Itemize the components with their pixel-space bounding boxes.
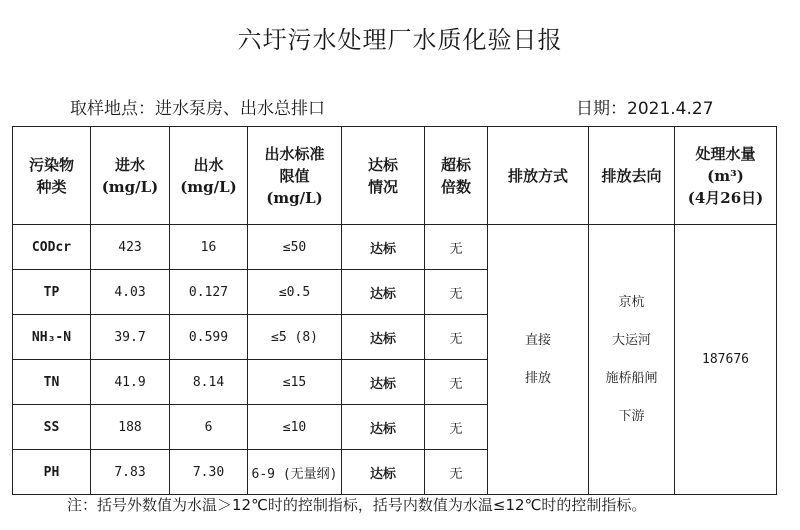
discharge-method-cell: [488, 225, 589, 495]
header-effluent-standard: [248, 127, 342, 225]
effluent-cell: 8.14: [170, 360, 248, 405]
pollutant-cell: TN: [13, 360, 91, 405]
header-standard-line1: 出水标准: [264, 144, 325, 163]
influent-cell: 4.03: [91, 270, 170, 315]
header-volume-line2: (m³): [707, 166, 744, 185]
status-cell: 达标: [342, 315, 425, 360]
effluent-cell: 16: [170, 225, 248, 270]
standard-cell: ≤0.5: [248, 270, 342, 315]
influent-cell: 7.83: [91, 450, 170, 495]
destination-line1: 京杭: [618, 294, 645, 310]
header-pollutant-type-line1: 污染物: [28, 155, 74, 174]
header-multiple-line1: 超标: [440, 155, 471, 174]
standard-cell: ≤15: [248, 360, 342, 405]
discharge-destination-cell: [589, 225, 675, 495]
pollutant-cell: NH₃-N: [13, 315, 91, 360]
pollutant-cell: PH: [13, 450, 91, 495]
standard-cell: 6-9 (无量纲): [248, 450, 342, 495]
header-volume-line3: (4月26日): [687, 188, 764, 207]
destination-line3: 施桥船闸: [605, 370, 658, 386]
multiple-cell: 无: [425, 225, 488, 270]
influent-cell: 423: [91, 225, 170, 270]
multiple-cell: 无: [425, 450, 488, 495]
status-cell: 达标: [342, 270, 425, 315]
influent-cell: 41.9: [91, 360, 170, 405]
header-influent-line1: 进水: [114, 155, 145, 174]
header-pollutant-type-line2: 种类: [36, 177, 67, 196]
pollutant-cell: SS: [13, 405, 91, 450]
header-influent: [91, 127, 170, 225]
header-compliance-line2: 情况: [367, 177, 398, 196]
header-multiple-line2: 倍数: [440, 177, 471, 196]
effluent-cell: 6: [170, 405, 248, 450]
pollutant-cell: CODcr: [13, 225, 91, 270]
header-volume-line1: 处理水量: [695, 144, 756, 163]
effluent-cell: 7.30: [170, 450, 248, 495]
standard-cell: ≤5 (8): [248, 315, 342, 360]
multiple-cell: 无: [425, 405, 488, 450]
header-effluent: [170, 127, 248, 225]
table-header-row: [13, 127, 777, 225]
table-row: [13, 225, 777, 270]
report-date: 日期：2021.4.27: [576, 99, 714, 119]
header-standard-line2: 限值: [279, 166, 310, 185]
multiple-cell: 无: [425, 315, 488, 360]
header-compliance: [342, 127, 425, 225]
standard-cell: ≤50: [248, 225, 342, 270]
status-cell: 达标: [342, 225, 425, 270]
discharge-method-line1: 直接: [524, 332, 551, 348]
header-discharge-method: 排放方式: [488, 127, 589, 225]
status-cell: 达标: [342, 450, 425, 495]
status-cell: 达标: [342, 405, 425, 450]
destination-line4: 下游: [618, 408, 645, 424]
multiple-cell: 无: [425, 360, 488, 405]
header-standard-line3: (mg/L): [266, 188, 323, 207]
status-cell: 达标: [342, 360, 425, 405]
destination-line2: 大运河: [611, 332, 651, 348]
header-effluent-line1: 出水: [193, 155, 224, 174]
effluent-cell: 0.127: [170, 270, 248, 315]
report-title: 六圩污水处理厂水质化验日报: [237, 26, 563, 54]
sampling-location: 取样地点：进水泵房、出水总排口: [70, 99, 325, 119]
water-quality-table: [12, 126, 777, 495]
header-exceed-multiple: [425, 127, 488, 225]
header-treated-volume: [675, 127, 777, 225]
pollutant-cell: TP: [13, 270, 91, 315]
header-effluent-line2: (mg/L): [180, 177, 237, 196]
discharge-method-line2: 排放: [524, 370, 551, 386]
header-discharge-destination: 排放去向: [589, 127, 675, 225]
header-compliance-line1: 达标: [367, 155, 398, 174]
standard-cell: ≤10: [248, 405, 342, 450]
footnote: 注：括号外数值为水温＞12℃时的控制指标，括号内数值为水温≤12℃时的控制指标。: [67, 496, 647, 514]
influent-cell: 39.7: [91, 315, 170, 360]
header-pollutant-type: [13, 127, 91, 225]
header-influent-line2: (mg/L): [101, 177, 159, 196]
treated-volume-cell: 187676: [675, 225, 777, 495]
multiple-cell: 无: [425, 270, 488, 315]
effluent-cell: 0.599: [170, 315, 248, 360]
influent-cell: 188: [91, 405, 170, 450]
